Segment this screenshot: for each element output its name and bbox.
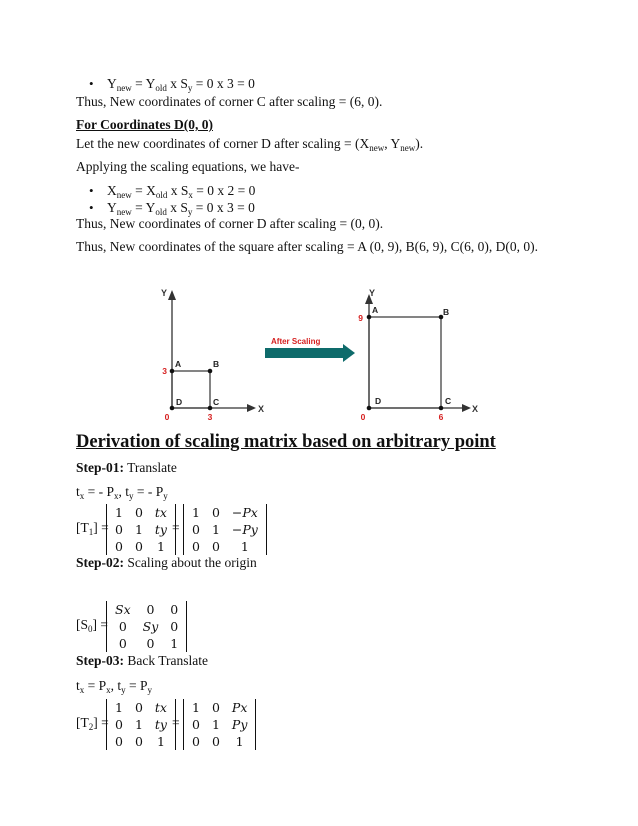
- bullet-xnew-d: • $X_{new} = X_{old}$ x $S_x = 0$ x 2 = 0: [76, 182, 255, 199]
- left-tick-x: 3: [207, 412, 213, 422]
- right-x-arrowhead: [462, 404, 471, 412]
- step3-translate-eq: $t_x = P_x$, $t_y = P_y$: [76, 678, 153, 695]
- left-x-label: X: [258, 404, 265, 414]
- left-origin: 0: [164, 412, 170, 422]
- after-scaling-arrow: [265, 344, 355, 362]
- s0-label: $[S_0]$ =: [76, 617, 108, 634]
- t1-matrix-right: 1 0 −Px 0 1 −Py 0 0 1: [183, 504, 267, 555]
- t2-matrix-left: 1 0 tx 0 1 ty 0 0 1: [106, 699, 176, 750]
- t2-matrix-right: 1 0 Px 0 1 Py 0 0 1: [183, 699, 256, 750]
- step3-heading: Step-03: Back Translate: [76, 653, 208, 668]
- left-label-d: D: [176, 397, 183, 407]
- right-tick-x: 6: [438, 412, 444, 422]
- left-y-label: Y: [160, 288, 167, 298]
- left-point-d: [170, 406, 175, 411]
- right-x-label: X: [472, 404, 479, 414]
- section-title: Derivation of scaling matrix based on arbitrary point: [76, 432, 496, 452]
- right-point-c: [439, 406, 444, 411]
- t1-label: $[T_1]$ =: [76, 520, 109, 537]
- right-point-d: [367, 406, 372, 411]
- corner-c-result: Thus, New coordinates of corner C after scaling = (6, 0).: [76, 94, 383, 109]
- left-point-b: [208, 369, 213, 374]
- left-point-a: [170, 369, 175, 374]
- bullet-ynew-d: • $Y_{new} = Y_{old}$ x $S_y = 0$ x 3 = 0: [76, 199, 255, 216]
- step2-heading: Step-02: Scaling about the origin: [76, 555, 257, 570]
- left-label-c: C: [213, 397, 220, 407]
- s0-matrix: Sx 0 0 0 Sy 0 0 0 1: [106, 601, 187, 652]
- after-scaling-label: After Scaling: [271, 337, 321, 346]
- right-tick-y: 9: [358, 313, 363, 323]
- left-x-arrowhead: [247, 404, 256, 412]
- right-label-c: C: [445, 396, 452, 406]
- left-tick-y: 3: [162, 366, 167, 376]
- t1-equals: =: [172, 520, 180, 535]
- t2-label: $[T_2]$ =: [76, 715, 109, 732]
- heading-coordinates-d: For Coordinates D(0, 0): [76, 117, 213, 132]
- right-label-b: B: [443, 307, 450, 317]
- right-label-d: D: [375, 396, 382, 406]
- right-origin: 0: [360, 412, 366, 422]
- t1-matrix-left: 1 0 tx 0 1 ty 0 0 1: [106, 504, 176, 555]
- step1-heading: Step-01: Translate: [76, 460, 177, 475]
- corner-d-result: Thus, New coordinates of corner D after scaling = (0, 0).: [76, 216, 384, 231]
- left-point-c: [208, 406, 213, 411]
- square-result: Thus, New coordinates of the square after scaling = A (0, 9), B(6, 9), C(6, 0), D(0, 0).: [76, 239, 538, 254]
- right-label-a: A: [372, 305, 379, 315]
- t2-equals: =: [172, 715, 180, 730]
- left-label-a: A: [175, 359, 182, 369]
- applying-equations-text: Applying the scaling equations, we have-: [76, 159, 300, 174]
- let-coordinates-d: Let the new coordinates of corner D after scaling = ($X_{new}$, $Y_{new}$).: [76, 136, 424, 153]
- bullet-ynew-c: • $Y_{new} = Y_{old}$ x $S_y = 0$ x 3 = 0: [76, 75, 255, 92]
- right-rectangle: [369, 317, 441, 408]
- left-label-b: B: [213, 359, 220, 369]
- step1-translate-eq: $t_x$ = - $P_x$, $t_y$ = - $P_y$: [76, 484, 168, 501]
- right-y-label: Y: [368, 288, 376, 298]
- right-point-a: [367, 315, 372, 320]
- left-y-arrowhead: [168, 290, 176, 300]
